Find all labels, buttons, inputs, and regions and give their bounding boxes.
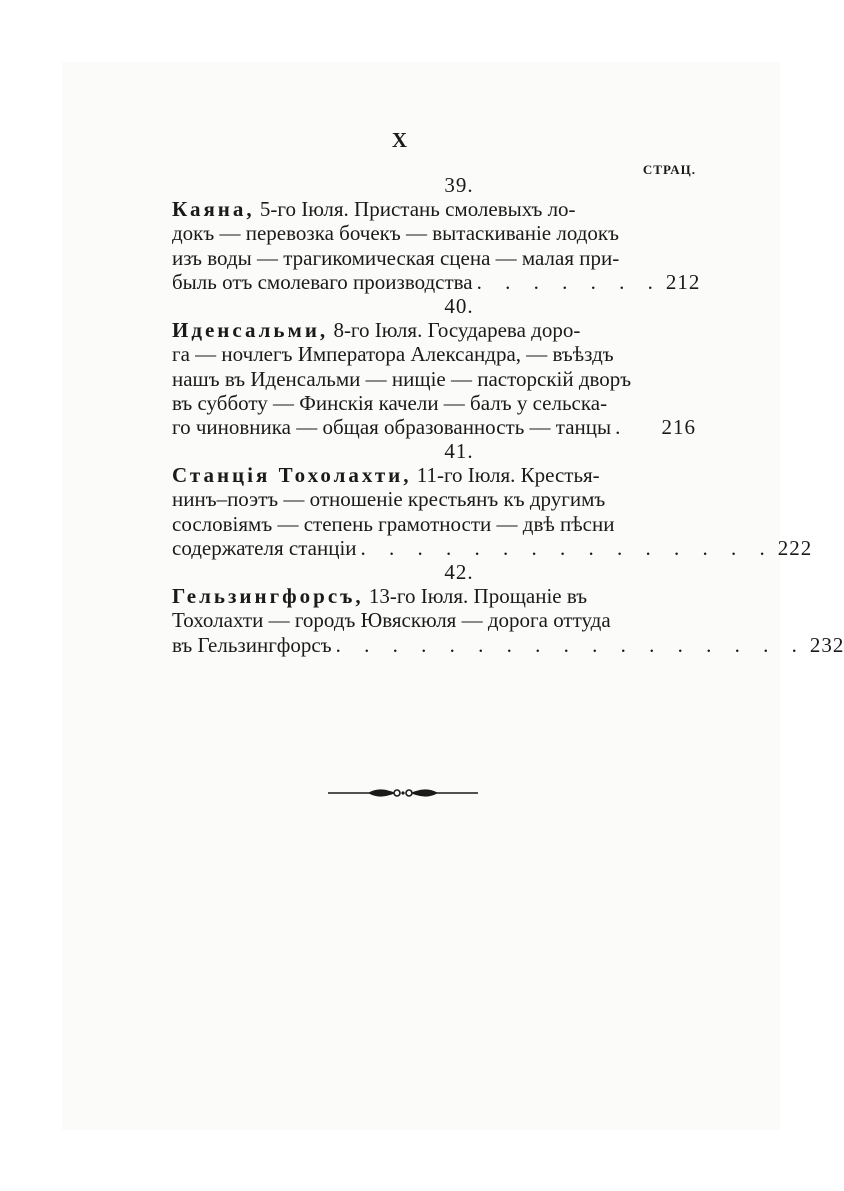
entry-text: сословіямъ — степень грамотности — двѣ пѣсни [172,511,615,536]
entry-text: 11-го Іюля. Крестья- [411,463,600,488]
entry-line [172,584,696,608]
leader-dots: . . . . . . . . . . . . . . . . . [335,632,806,657]
entry-text: нинъ–поэтъ — отношеніе крестьянъ къ другимъ [172,487,606,512]
entry-line [172,221,696,245]
entry-line [172,487,696,511]
entry-text: изъ воды — трагикомическая сцена — малая при- [172,245,620,270]
entry-line [172,269,701,294]
entry-text: 13-го Іюля. Прощаніе въ [363,584,588,609]
entry-text: въ субботу — Финскія качели — балъ у сельска- [172,390,608,415]
entry-line [172,512,696,536]
entry-text: го чиновника — общая образованность — танцы [172,414,612,439]
leader-dots: . . . . . . . . . . . . . . . [360,535,774,560]
entry-line [172,463,696,487]
entry-title: Станція Тохолахти, [172,463,412,488]
chapter-number: 40. [444,293,474,318]
entry-text: 5-го Іюля. Пристань смолевыхъ ло- [254,197,576,222]
entry-text: быль отъ смолеваго производства [172,269,473,294]
entry-text: въ Гельзингфорсъ [172,632,332,657]
toc-entry [172,197,701,294]
entry-title: Иденсальми, [172,318,329,343]
table-of-contents [172,173,844,657]
entry-page-number: 222 [777,535,813,560]
page-number: X [391,128,409,152]
chapter-number: 42. [444,560,474,584]
toc-entry [172,463,813,560]
entry-line [172,415,696,439]
entry-text: 8-го Іюля. Государева доро- [328,318,581,343]
entry-line [172,246,696,270]
entry-page-number: 212 [665,269,701,294]
ornament-divider-icon [328,786,478,800]
chapter-number: 39. [444,173,474,197]
entry-text: нашъ въ Иденсальми — нищіе — пасторскій дворъ [172,366,632,391]
entry-title: Гельзингфорсъ, [172,584,364,609]
entry-line [172,318,696,342]
entry-text: содержателя станціи [172,535,357,560]
entry-line [172,367,696,391]
entry-title: Каяна, [172,197,255,222]
entry-text: Тохолахти — городъ Ювяскюля — дорога оттуда [172,608,611,633]
entry-line [172,632,844,657]
entry-line [172,197,696,221]
entry-line [172,342,696,366]
entry-line [172,391,696,415]
leader-dots: . [615,414,630,439]
entry-page-number: 216 [661,414,696,439]
entry-page-number: 232 [809,632,844,657]
entry-line [172,608,696,632]
page-column-header: СТРАЦ. [642,162,696,177]
toc-entry [172,584,844,657]
entry-line [172,535,813,560]
leader-dots: . . . . . . . [476,269,662,294]
entry-text: докъ — перевозка бочекъ — вытаскиваніе лодокъ [172,221,619,246]
entry-text: га — ночлегъ Императора Александра, — въѣздъ [172,342,614,367]
toc-entry [172,318,696,439]
chapter-number: 41. [444,439,474,464]
